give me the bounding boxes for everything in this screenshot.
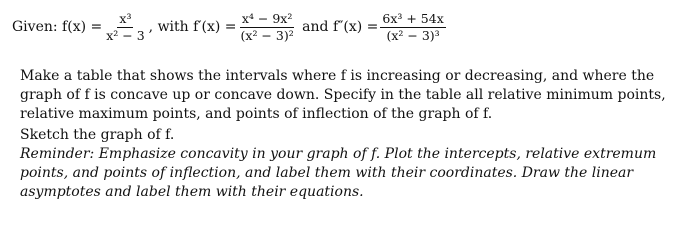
given-functions-line: [12, 2, 682, 52]
fdoubleprime-fraction: [380, 12, 445, 41]
fprime-lhs: f′(x) =: [193, 19, 237, 35]
fprime-denominator: (x² − 3)²: [240, 27, 294, 43]
f-denominator: x² − 3: [106, 27, 145, 43]
f-lhs: f(x) =: [62, 19, 103, 35]
fprime-numerator: x⁴ − 9x²: [241, 11, 293, 27]
task-paragraph: Make a table that shows the intervals where f is increasing or decreasing, and where the graph of f is concave up or concave down. Specify in the table all relative minimum points, relative maximum points, and points of inflection of the graph of f.: [20, 68, 666, 122]
given-label: Given:: [12, 19, 63, 35]
comma-separator: ,: [148, 19, 158, 35]
fdoubleprime-denominator: (x² − 3)³: [386, 27, 440, 43]
fprime-fraction: [239, 12, 296, 41]
reminder-label: Reminder:: [20, 146, 95, 162]
sketch-instruction: Sketch the graph of f.: [20, 127, 175, 143]
with-word: with: [157, 19, 194, 35]
f-fraction: [104, 12, 146, 41]
fdoubleprime-numerator: 6x³ + 54x: [382, 11, 444, 27]
reminder-paragraph: [20, 145, 672, 202]
reminder-text: Emphasize concavity in your graph of f. Plot the intercepts, relative extremum points, and points of inflection, and label them with their coordinates. Draw the linear asymptotes and label them with their equations.: [20, 146, 657, 200]
f-numerator: x³: [119, 11, 132, 27]
fdoubleprime-lhs: f″(x) =: [332, 19, 379, 35]
and-word: and: [297, 19, 333, 35]
